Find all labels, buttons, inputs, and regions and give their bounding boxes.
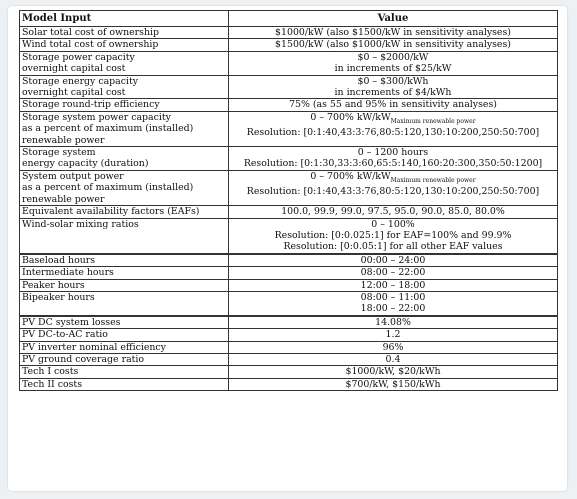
value-cell [229,329,558,341]
value-cell [229,267,558,279]
model-input-text: Storage system power capacity [22,111,171,123]
model-input-text: overnight capital cost [22,63,126,75]
header-value: Value [229,11,558,27]
value-cell [229,75,558,99]
value-cell [229,218,558,254]
header-model-input: Model Input [20,11,229,27]
header-row [20,11,558,27]
value-line: 0 – 1200 hours [357,147,429,159]
value-cell [229,206,558,218]
value-line: $0 – $300/kWh [357,75,429,87]
value-line: Resolution: [0:1:40,43:3:76,80:5:120,130:10:200,250:50:700] [246,186,540,198]
value-subscript: Maximum renewable power [390,176,476,184]
value-line: Resolution: [0:1:40,43:3:76,80:5:120,130:10:200,250:50:700] [246,127,540,139]
value-line: 18:00 – 22:00 [360,303,426,315]
table-row [20,353,558,365]
value-cell [229,378,558,390]
value-line: Resolution: [0:0.025:1] for EAF=100% and 99.9% [274,229,512,241]
table-row [20,254,558,267]
value-line: $0 – $2000/kW [357,51,429,63]
model-input-cell [20,170,229,205]
model-input-text: renewable power [22,193,105,205]
model-input-text: Storage power capacity [22,51,135,63]
model-input-text: Storage round-trip efficiency [22,99,160,111]
model-input-text: as a percent of maximum (installed) [22,123,194,135]
table-row [20,27,558,39]
value-line: 75% (as 55 and 95% in sensitivity analyses) [289,99,497,111]
value-cell [229,99,558,111]
value-cell [229,147,558,171]
value-line: 14.08% [375,316,411,328]
value-line: 0 – 100% [371,218,415,230]
value-cell [229,353,558,365]
table-row [20,218,558,254]
value-cell [229,51,558,75]
value-line: in increments of $25/kW [334,63,452,75]
value-line: 08:00 – 22:00 [360,267,426,279]
value-line: $1000/kW (also $1500/kW in sensitivity analyses) [275,27,511,38]
value-line [231,171,555,186]
value-cell [229,341,558,353]
table-row [20,366,558,378]
model-input-text: PV ground coverage ratio [22,353,145,365]
table-row [20,147,558,171]
table-row [20,51,558,75]
table-row [20,75,558,99]
model-input-text: Bipeaker hours [22,291,95,303]
value-line: Resolution: [0:0.05:1] for all other EAF values [283,241,503,253]
model-input-text: renewable power [22,134,105,146]
model-input-cell [20,99,229,111]
model-input-cell [20,291,229,315]
model-input-text: Solar total cost of ownership [22,27,159,38]
model-input-text: System output power [22,170,124,182]
model-input-text: Equivalent availability factors (EAFs) [22,206,200,218]
table-row [20,170,558,205]
value-subscript: Maximum renewable power [390,117,476,125]
model-input-text: Tech II costs [22,378,83,390]
value-cell [229,254,558,267]
model-input-text: energy capacity (duration) [22,158,149,170]
value-line: 1.2 [385,329,401,341]
model-input-text: Wind-solar mixing ratios [22,218,139,230]
model-input-text: Storage system [22,147,96,159]
table-row [20,341,558,353]
value-line: 00:00 – 24:00 [360,254,426,266]
value-line: $1000/kW, $20/kWh [345,366,441,378]
table-row [20,206,558,218]
value-line: $1500/kW (also $1000/kW in sensitivity analyses) [275,39,511,51]
model-inputs-table [19,10,558,391]
value-line: 08:00 – 11:00 [360,291,426,303]
model-input-cell [20,353,229,365]
model-input-cell [20,27,229,39]
model-input-text: as a percent of maximum (installed) [22,182,194,194]
value-line: in increments of $4/kWh [334,87,452,99]
model-input-cell [20,111,229,146]
model-input-text: Tech I costs [22,366,79,378]
model-input-cell [20,378,229,390]
model-input-text: Storage energy capacity [22,75,139,87]
value-line: $700/kW, $150/kWh [345,378,441,390]
model-input-text: PV inverter nominal efficiency [22,341,166,353]
value-cell [229,170,558,205]
model-input-cell [20,51,229,75]
table-row [20,39,558,51]
value-line: 96% [382,341,404,353]
value-text: 0 – 700% kW/kW [310,111,391,123]
model-input-text: Intermediate hours [22,267,114,279]
model-input-cell [20,147,229,171]
value-cell [229,316,558,329]
value-cell [229,279,558,291]
table-row [20,99,558,111]
value-cell [229,366,558,378]
model-input-cell [20,329,229,341]
value-cell [229,27,558,39]
model-input-text: Baseload hours [22,254,96,266]
model-input-cell [20,206,229,218]
model-input-cell [20,366,229,378]
value-cell [229,291,558,315]
document-card [8,6,567,491]
value-line: Resolution: [0:1:30,33:3:60,65:5:140,160:20:300,350:50:1200] [243,158,543,170]
model-input-cell [20,218,229,254]
model-input-cell [20,341,229,353]
value-line: 100.0, 99.9, 99.0, 97.5, 95.0, 90.0, 85.0, 80.0% [281,206,505,218]
table-row [20,378,558,390]
value-line: 12:00 – 18:00 [360,279,426,291]
model-input-text: PV DC-to-AC ratio [22,329,108,341]
table-row [20,329,558,341]
model-input-text: PV DC system losses [22,316,121,328]
model-input-cell [20,267,229,279]
model-input-cell [20,316,229,329]
value-text: 0 – 700% kW/kW [310,170,391,182]
table-row [20,111,558,146]
table-body [20,27,558,391]
table-row [20,316,558,329]
model-input-cell [20,279,229,291]
value-cell [229,111,558,146]
value-cell [229,39,558,51]
model-input-cell [20,254,229,267]
value-line: 0.4 [385,353,401,365]
value-line [231,112,555,127]
model-input-cell [20,75,229,99]
model-input-cell [20,39,229,51]
model-input-text: overnight capital cost [22,87,126,99]
table-row [20,279,558,291]
table-row [20,267,558,279]
model-input-text: Peaker hours [22,279,85,291]
table-row [20,291,558,315]
model-input-text: Wind total cost of ownership [22,39,159,51]
